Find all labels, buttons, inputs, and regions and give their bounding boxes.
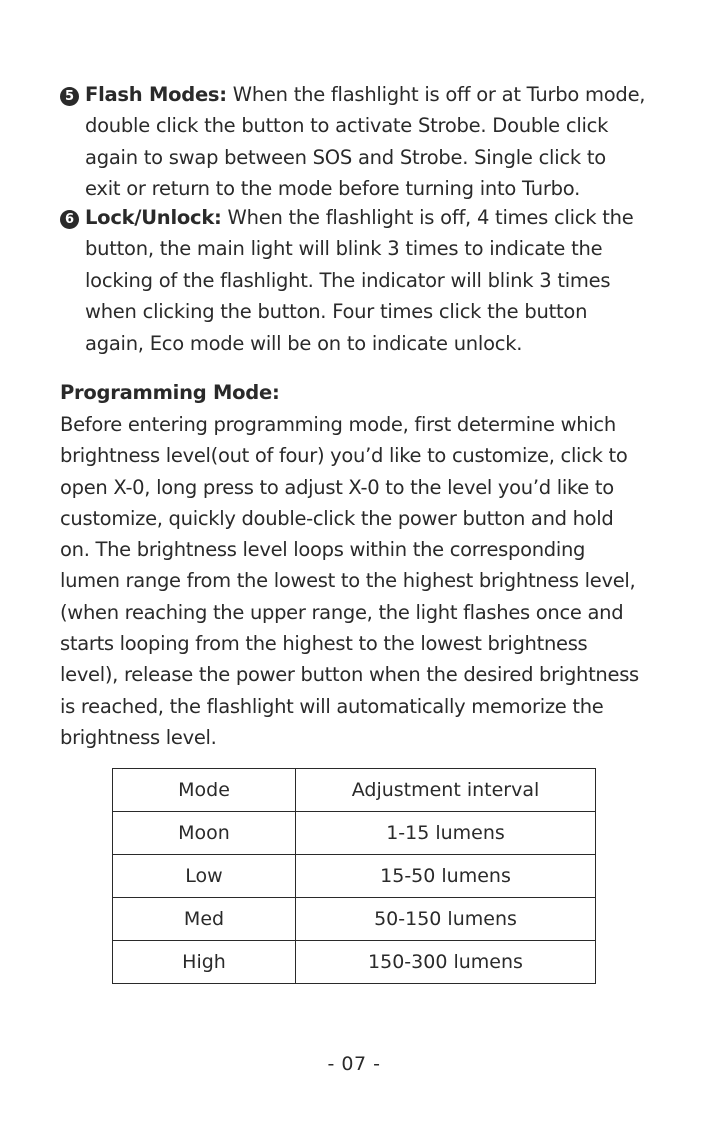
paragraph-line: brightness level.	[60, 725, 217, 749]
flash-modes-text-line: When the flashlight is off or at Turbo mode,	[226, 83, 646, 106]
number-5-badge-icon: 5	[60, 87, 79, 106]
interval-cell: 1-15 lumens	[296, 812, 596, 855]
paragraph-line: open X-0, long press to adjust X-0 to the level you’d like to	[60, 475, 614, 499]
paragraph-line: customize, quickly double-click the power button and hold	[60, 506, 614, 530]
mode-cell: Low	[113, 855, 296, 898]
lock-unlock-text-line: when clicking the button. Four times click the button	[85, 300, 588, 324]
table-row	[113, 812, 596, 855]
paragraph-line: starts looping from the highest to the lowest brightness	[60, 632, 588, 656]
mode-cell: Med	[113, 898, 296, 941]
brightness-table	[112, 768, 596, 984]
number-6-badge-icon: 6	[60, 210, 79, 229]
flash-modes-heading: Flash Modes:	[85, 83, 227, 106]
mode-cell: Moon	[113, 812, 296, 855]
flash-modes-text-line: double click the button to activate Strobe. Double click	[85, 114, 609, 138]
lock-unlock-text-line: When the flashlight is off, 4 times click the	[221, 206, 634, 229]
lock-unlock-first-line	[60, 202, 660, 233]
flash-modes-text-line: again to swap between SOS and Strobe. Single click to	[85, 145, 606, 169]
lock-unlock-text-line: button, the main light will blink 3 times to indicate the	[85, 237, 603, 261]
paragraph-line: brightness level(out of four) you’d like to customize, click to	[60, 444, 628, 468]
flash-modes-text-line: exit or return to the mode before turning into Turbo.	[85, 177, 581, 201]
flash-modes-first-line	[60, 79, 660, 110]
page-number: - 07 -	[327, 1053, 381, 1075]
table-row	[113, 898, 596, 941]
header-adjustment-interval: Adjustment interval	[296, 769, 596, 812]
mode-cell: High	[113, 941, 296, 984]
paragraph-line: is reached, the flashlight will automatically memorize the	[60, 694, 604, 718]
lock-unlock-text-line: locking of the flashlight. The indicator will blink 3 times	[85, 268, 611, 292]
paragraph-line: lumen range from the lowest to the highest brightness level,	[60, 569, 636, 593]
table-header-row	[113, 769, 596, 812]
interval-cell: 15-50 lumens	[296, 855, 596, 898]
interval-cell: 150-300 lumens	[296, 941, 596, 984]
paragraph-line: Before entering programming mode, first determine which	[60, 413, 616, 436]
flash-modes-item	[60, 79, 660, 205]
table-row	[113, 855, 596, 898]
table-row	[113, 941, 596, 984]
lock-unlock-item	[60, 202, 660, 359]
lock-unlock-heading: Lock/Unlock:	[85, 206, 222, 229]
programming-mode-paragraph	[60, 409, 670, 753]
paragraph-line: (when reaching the upper range, the light flashes once and	[60, 600, 624, 624]
lock-unlock-text-line: again, Eco mode will be on to indicate unlock.	[85, 331, 523, 355]
header-mode: Mode	[113, 769, 296, 812]
paragraph-line: level), release the power button when the desired brightness	[60, 663, 639, 687]
paragraph-line: on. The brightness level loops within the corresponding	[60, 538, 586, 562]
interval-cell: 50-150 lumens	[296, 898, 596, 941]
programming-mode-title: Programming Mode:	[60, 381, 280, 404]
